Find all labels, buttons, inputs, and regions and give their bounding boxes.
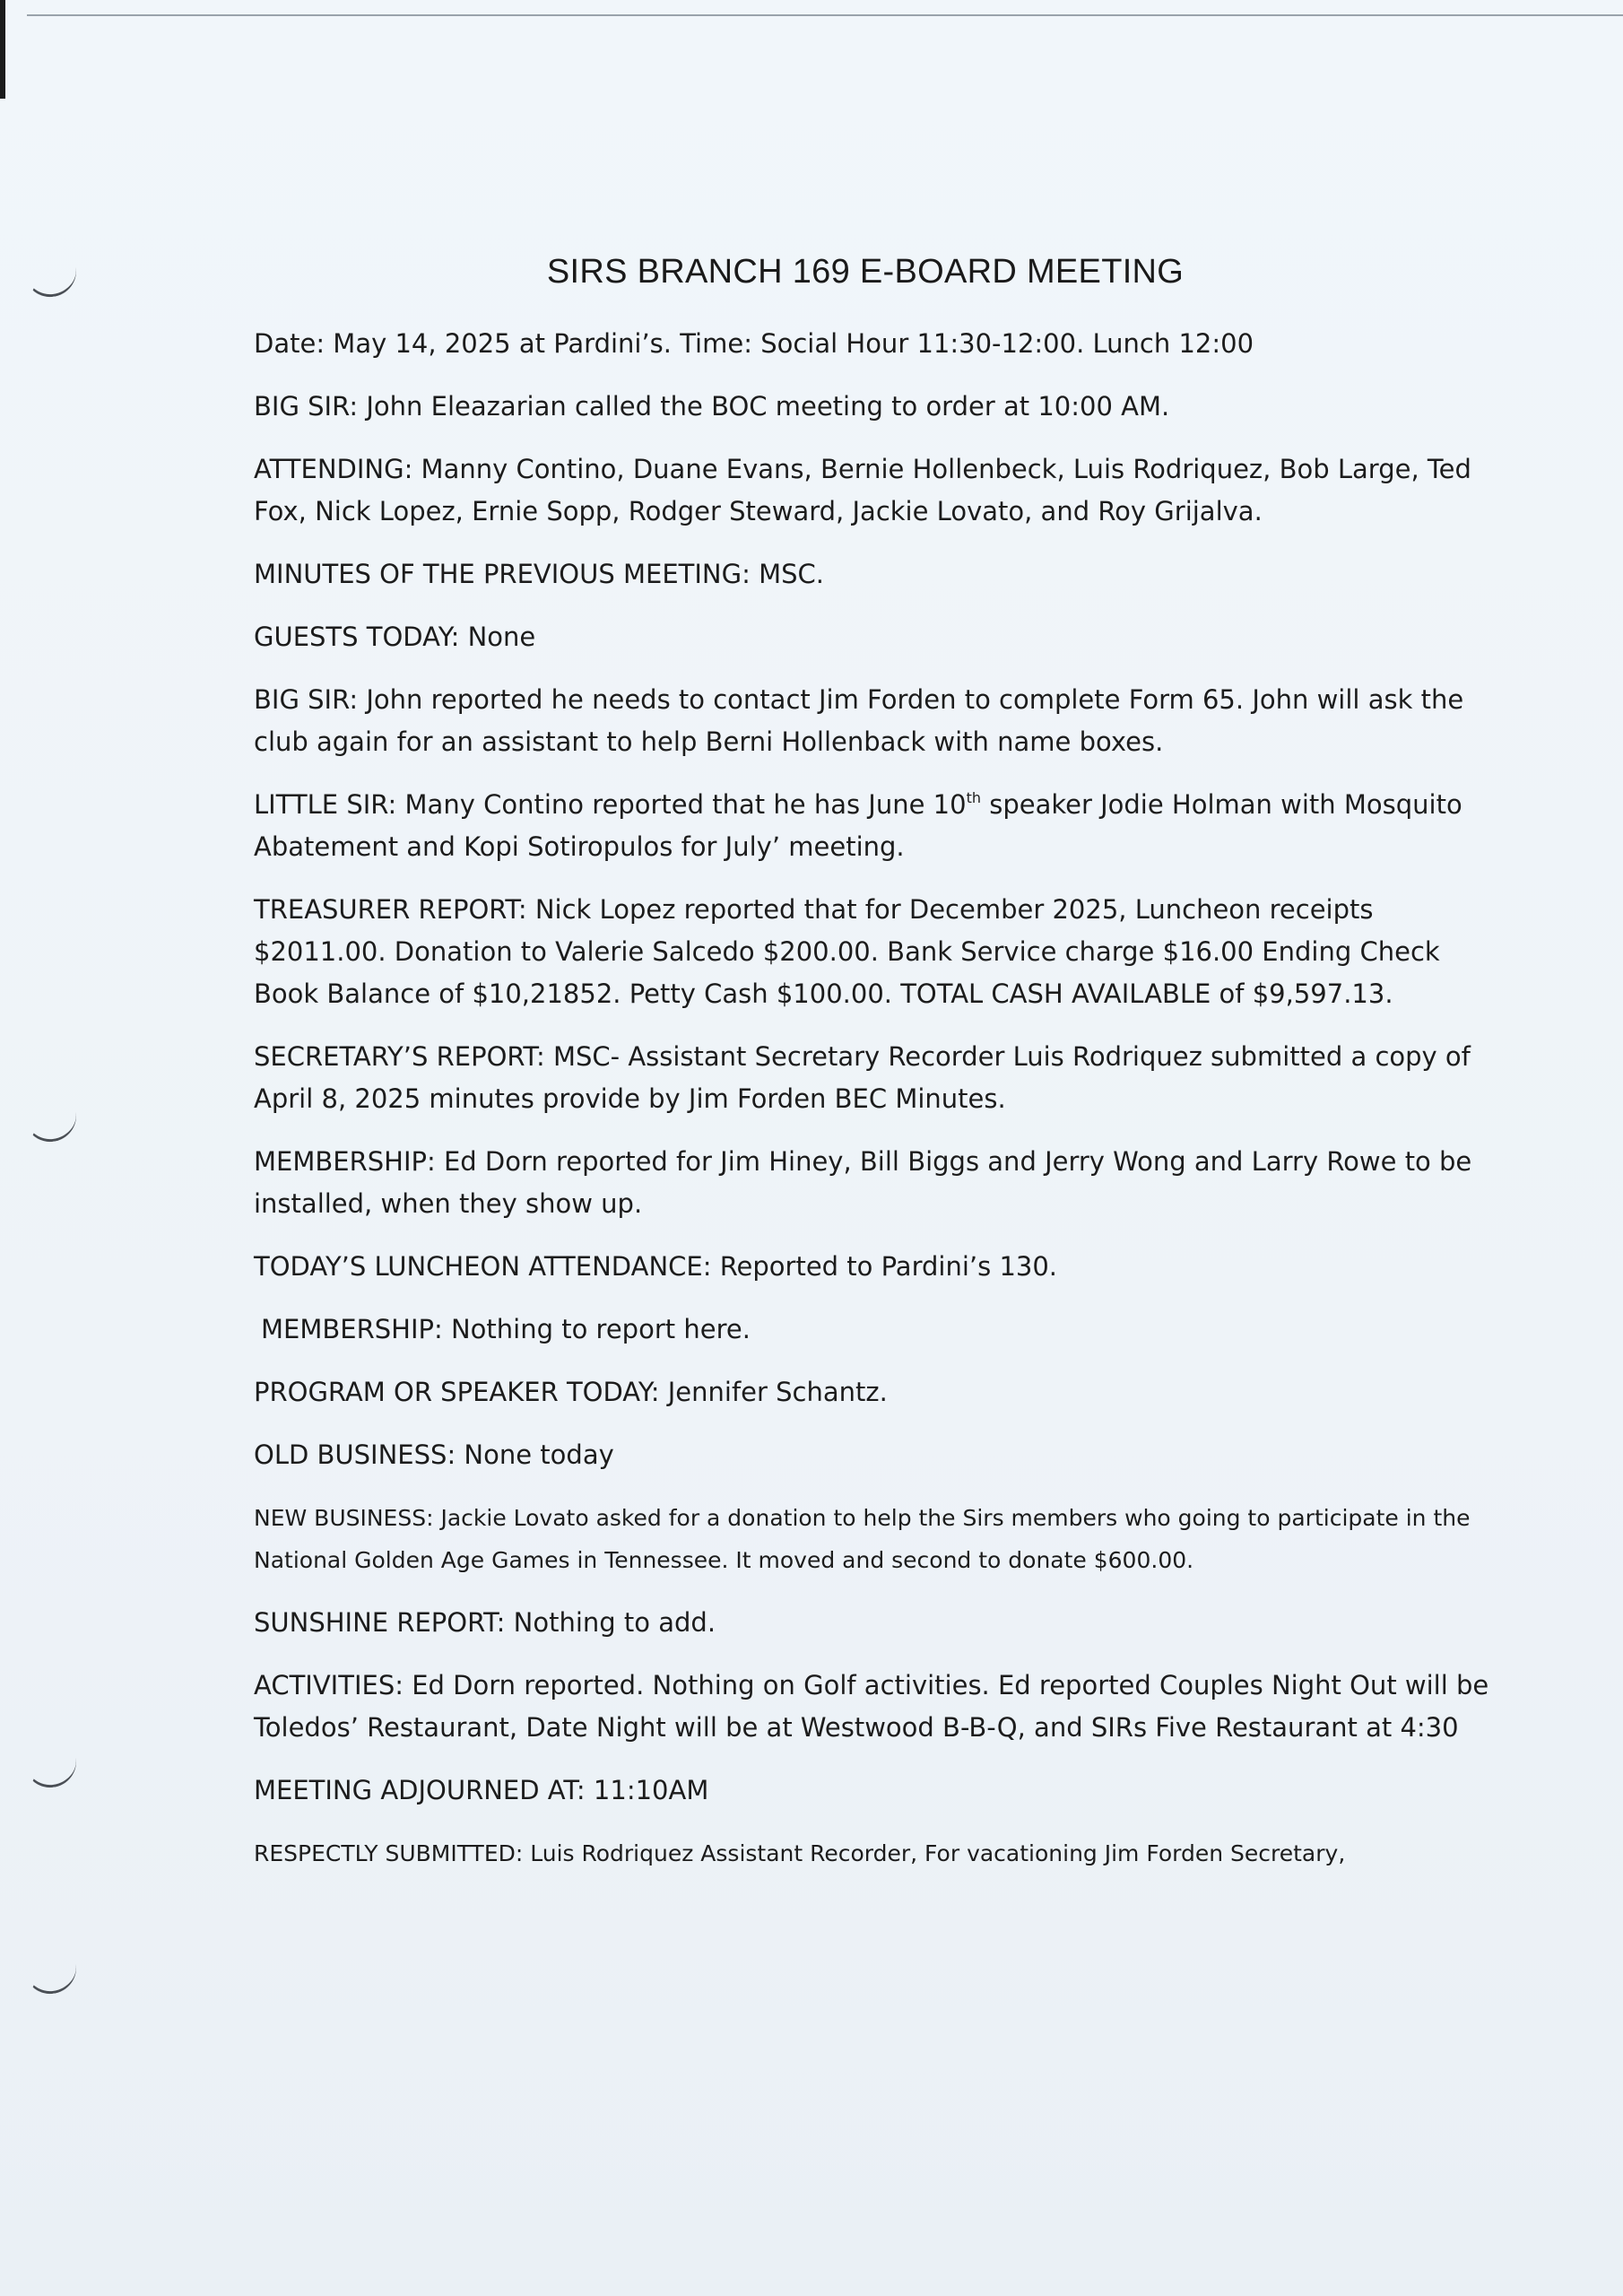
- meeting-date: Date: May 14, 2025 at Pardini’s. Time: Social Hour 11:30-12:00. Lunch 12:00: [254, 328, 1254, 359]
- luncheon-attendance: TODAY’S LUNCHEON ATTENDANCE: Reported to Pardini’s 130.: [254, 1251, 1058, 1282]
- big-sir-call-to-order: BIG SIR: John Eleazarian called the BOC meeting to order at 10:00 AM.: [254, 391, 1170, 422]
- ordinal-suffix: th: [966, 789, 981, 806]
- punch-hole-icon: [22, 1745, 79, 1791]
- program-speaker: PROGRAM OR SPEAKER TODAY: Jennifer Schantz.: [254, 1377, 888, 1407]
- activities-report: ACTIVITIES: Ed Dorn reported. Nothing on Golf activities. Ed reported Couples Night Out will be Toledos’ Restaurant, Date Night will be at Westwood B-B-Q, and SIRs Five Restaurant at 4:30: [254, 1670, 1489, 1743]
- old-business: OLD BUSINESS: None today: [254, 1439, 614, 1470]
- minutes-body: [254, 323, 1500, 1895]
- new-business: NEW BUSINESS: Jackie Lovato asked for a donation to help the Sirs members who going to participate in the National Golden Age Games in Tennessee. It moved and second to donate $600.00.: [254, 1505, 1471, 1573]
- little-sir-text-cont: speaker Jodie Holman with Mosquito Abatement and Kopi Sotiropulos for July’ meeting.: [254, 789, 1462, 862]
- membership-note: MEMBERSHIP: Nothing to report here.: [261, 1314, 751, 1344]
- punch-hole-icon: [22, 1100, 79, 1145]
- page-title: SIRS BRANCH 169 E-BOARD MEETING: [546, 253, 1185, 291]
- membership-report: MEMBERSHIP: Ed Dorn reported for Jim Hiney, Bill Biggs and Jerry Wong and Larry Rowe to be installed, when they show up.: [254, 1146, 1472, 1219]
- secretary-report: SECRETARY’S REPORT: MSC- Assistant Secretary Recorder Luis Rodriquez submitted a copy of April 8, 2025 minutes provide by Jim Forden BEC Minutes.: [254, 1041, 1471, 1114]
- little-sir-report: [254, 784, 1500, 868]
- treasurer-report: TREASURER REPORT: Nick Lopez reported that for December 2025, Luncheon receipts $2011.00. Donation to Valerie Salcedo $200.00. Bank Service charge $16.00 Ending Check Book Balance of $10,21852. Petty Cash $100.00. TOTAL CASH AVAILABLE of $9,597.13.: [254, 894, 1440, 1009]
- punch-hole-icon: [22, 1952, 79, 1997]
- previous-minutes: MINUTES OF THE PREVIOUS MEETING: MSC.: [254, 559, 824, 589]
- sunshine-report: SUNSHINE REPORT: Nothing to add.: [254, 1607, 716, 1638]
- attending-list: ATTENDING: Manny Contino, Duane Evans, Bernie Hollenbeck, Luis Rodriquez, Bob Large, Ted Fox, Nick Lopez, Ernie Sopp, Rodger Steward, Jackie Lovato, and Roy Grijalva.: [254, 454, 1471, 526]
- meeting-adjourned: MEETING ADJOURNED AT: 11:10AM: [254, 1775, 709, 1805]
- little-sir-text: LITTLE SIR: Many Contino reported that he has June 10: [254, 789, 967, 820]
- guests-today: GUESTS TODAY: None: [254, 622, 536, 652]
- submitted-by: RESPECTLY SUBMITTED: Luis Rodriquez Assistant Recorder, For vacationing Jim Forden Secretary,: [254, 1840, 1346, 1866]
- big-sir-report: BIG SIR: John reported he needs to contact Jim Forden to complete Form 65. John will ask the club again for an assistant to help Berni Hollenback with name boxes.: [254, 684, 1464, 757]
- scan-edge: [0, 0, 5, 99]
- top-rule: [27, 14, 1623, 16]
